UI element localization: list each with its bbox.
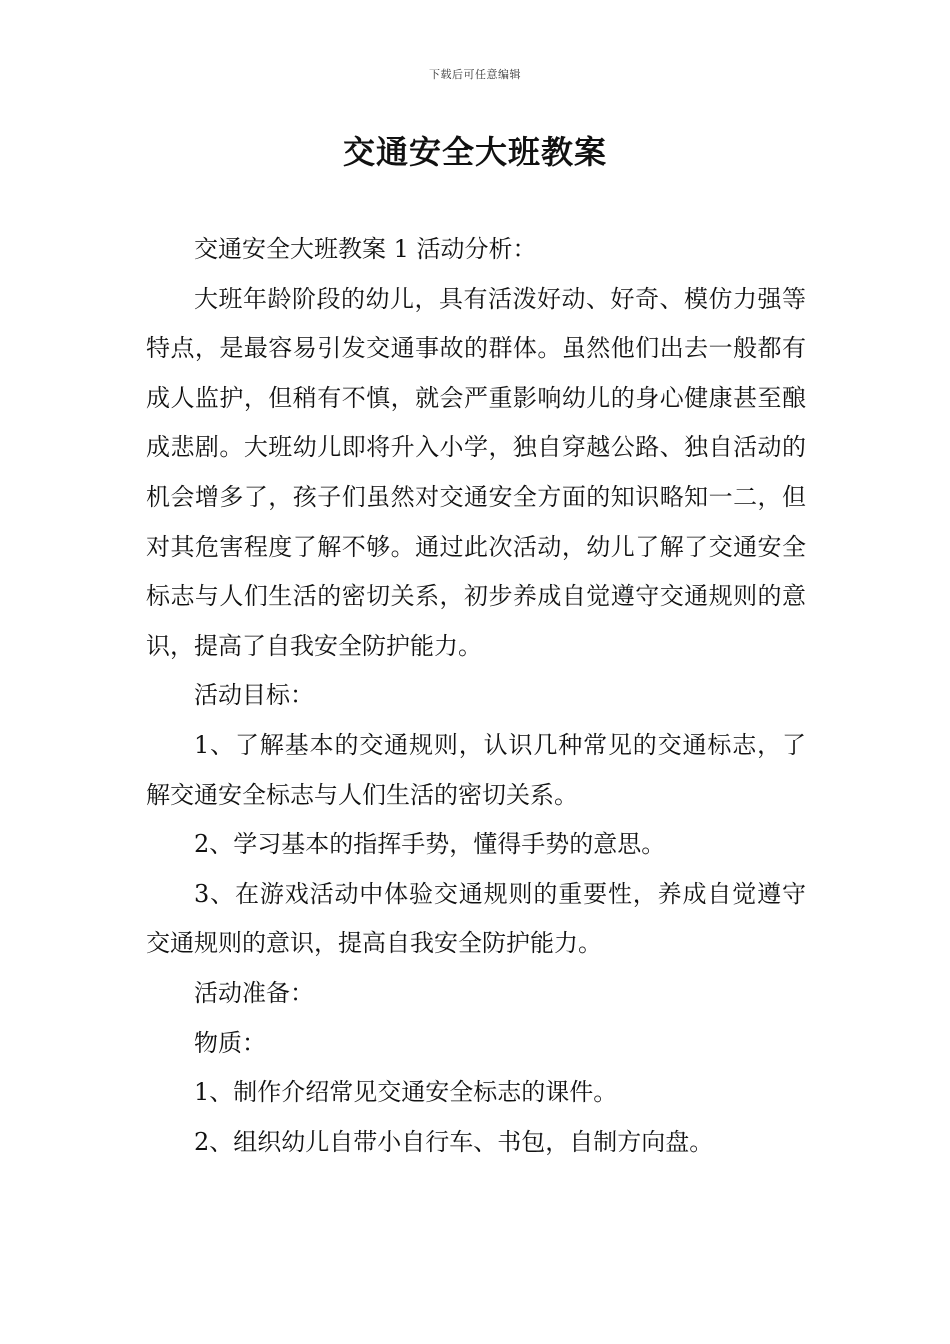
materials-heading: 物质： xyxy=(194,1028,266,1057)
analysis-paragraph: 大班年龄阶段的幼儿，具有活泼好动、好奇、模仿力强等特点，是最容易引发交通事故的群体。虽然他们出去一般都有成人监护，但稍有不慎，就会严重影响幼儿的身心健康甚至酿成悲剧。大班幼儿即将升入小学，独自穿越公路、独自活动的机会增多了，孩子们虽然对交通安全方面的知识略知一二，但对其危害程度了解不够。通过此次活动，幼儿了解了交通安全标志与人们生活的密切关系，初步养成自觉遵守交通规则的意识，提高了自我安全防护能力。 xyxy=(146,284,806,660)
goals-heading: 活动目标： xyxy=(194,681,314,710)
goal-item-3: 3、在游戏活动中体验交通规则的重要性，养成自觉遵守交通规则的意识，提高自我安全防护能力。 xyxy=(146,879,806,958)
document-title: 交通安全大班教案 xyxy=(342,133,607,171)
preparation-heading: 活动准备： xyxy=(194,978,314,1007)
goal-item-2: 2、学习基本的指挥手势，懂得手势的意思。 xyxy=(194,830,666,859)
material-item-2: 2、组织幼儿自带小自行车、书包，自制方向盘。 xyxy=(194,1127,714,1156)
material-item-1: 1、制作介绍常见交通安全标志的课件。 xyxy=(194,1078,618,1107)
goal-item-1: 1、了解基本的交通规则，认识几种常见的交通标志，了解交通安全标志与人们生活的密切关系。 xyxy=(146,730,806,809)
header-note: 下载后可任意编辑 xyxy=(429,68,521,81)
section-intro-heading: 交通安全大班教案 1 活动分析： xyxy=(194,235,537,263)
document-body xyxy=(146,225,806,1167)
